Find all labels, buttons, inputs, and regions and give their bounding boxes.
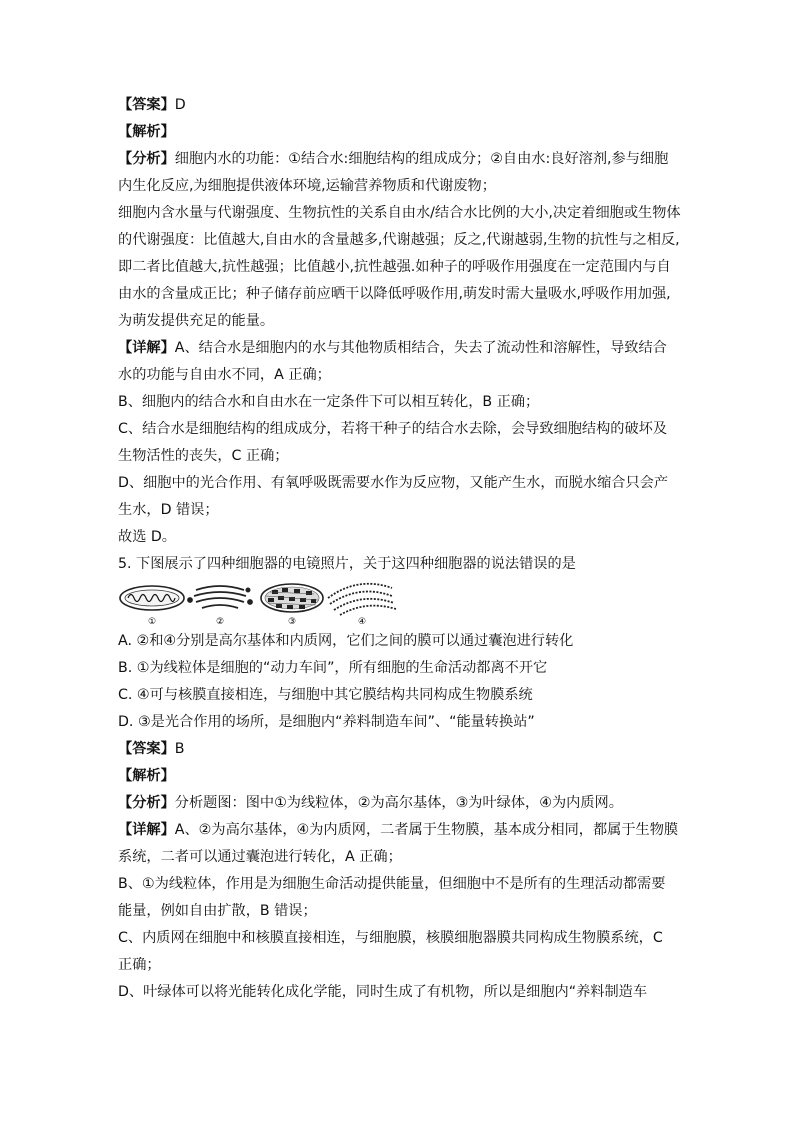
q5-analysis-heading bbox=[118, 763, 686, 790]
organelle-figure bbox=[118, 580, 686, 628]
text-line: 生物活性的丧失，C 正确； bbox=[118, 448, 289, 464]
analysis-tag: 【解析】 bbox=[118, 768, 175, 784]
text-line: 故选 D。 bbox=[118, 529, 176, 545]
document-page bbox=[118, 92, 686, 1006]
q4-answer-line bbox=[118, 92, 686, 119]
q4-detail-line bbox=[118, 335, 686, 362]
detail-tag: 【详解】 bbox=[118, 822, 175, 838]
q5-fenxi-line bbox=[118, 790, 686, 817]
detail-tag: 【详解】 bbox=[118, 340, 175, 356]
text-line: C、结合水是细胞结构的组成成分，若将干种子的结合水去除，会导致细胞结构的破坏及 bbox=[118, 421, 668, 437]
mitochondrion-drawing bbox=[120, 586, 184, 610]
text-line: C、内质网在细胞中和核膜直接相连，与细胞膜，核膜细胞器膜共同构成生物膜系统，C bbox=[118, 930, 663, 946]
q4-analysis-heading bbox=[118, 119, 686, 146]
text-line: 水的功能与自由水不同，A 正确； bbox=[118, 367, 331, 383]
figure-label: ③ bbox=[288, 617, 297, 627]
answer-tag: 【答案】 bbox=[118, 741, 175, 757]
chloroplast-drawing bbox=[261, 584, 323, 612]
text-line: 即二者比值越大,抗性越强；比值越小,抗性越强.如种子的呼吸作用强度在一定范围内与自 bbox=[118, 259, 671, 275]
answer-tag: 【答案】 bbox=[118, 97, 175, 113]
text-line: 能量，例如自由扩散，B 错误； bbox=[118, 903, 317, 919]
fenxi-tag: 【分析】 bbox=[118, 795, 175, 811]
option-c: C. ④可与核膜直接相连，与细胞中其它膜结构共同构成生物膜系统 bbox=[118, 687, 533, 703]
text-line: 为萌发提供充足的能量。 bbox=[118, 313, 275, 329]
text-line: D、细胞中的光合作用、有氧呼吸既需要水作为反应物，又能产生水，而脱水缩合只会产 bbox=[118, 475, 669, 491]
text-line: 细胞内水的功能：①结合水:细胞结构的组成成分；②自由水:良好溶剂,参与细胞 bbox=[174, 151, 669, 167]
text-line: 系统，二者可以通过囊泡进行转化，A 正确； bbox=[118, 849, 402, 865]
text-line: 细胞内含水量与代谢强度、生物抗性的关系自由水/结合水比例的大小,决定着细胞或生物体 bbox=[118, 205, 681, 221]
text-line: 的代谢强度：比值越大,自由水的含量越多,代谢越强；反之,代谢越弱,生物的抗性与之相反, bbox=[118, 232, 680, 248]
answer-value: B bbox=[174, 741, 185, 757]
q5-stem: 5. 下图展示了四种细胞器的电镜照片，关于这四种细胞器的说法错误的是 bbox=[118, 556, 576, 572]
text-line: 生水，D 错误； bbox=[118, 502, 219, 518]
golgi-drawing bbox=[188, 586, 252, 608]
figure-label: ① bbox=[148, 617, 157, 627]
text-line: B、①为线粒体，作用是为细胞生命活动提供能量，但细胞中不是所有的生理活动都需要 bbox=[118, 876, 666, 892]
answer-value: D bbox=[174, 97, 186, 113]
q4-fenxi-line bbox=[118, 146, 686, 173]
er-drawing bbox=[328, 584, 396, 615]
q5-answer-line bbox=[118, 736, 686, 763]
text-line: A、②为高尔基体，④为内质网，二者属于生物膜，基本成分相同，都属于生物膜 bbox=[174, 822, 679, 838]
q5-detail-line bbox=[118, 817, 686, 844]
text-line: 正确； bbox=[118, 957, 161, 973]
text-line: 由水的含量成正比；种子储存前应晒干以降低呼吸作用,萌发时需大量吸水,呼吸作用加强, bbox=[118, 286, 671, 302]
analysis-tag: 【解析】 bbox=[118, 124, 175, 140]
text-line: D、叶绿体可以将光能转化成化学能，同时生成了有机物，所以是细胞内“养料制造车 bbox=[118, 984, 648, 1000]
text-line: 内生化反应,为细胞提供液体环境,运输营养物质和代谢废物； bbox=[118, 178, 496, 194]
figure-label: ④ bbox=[358, 617, 367, 627]
text-line: 分析题图：图中①为线粒体，②为高尔基体，③为叶绿体，④为内质网。 bbox=[174, 795, 623, 811]
figure-label: ② bbox=[216, 617, 225, 627]
option-a: A. ②和④分别是高尔基体和内质网，它们之间的膜可以通过囊泡进行转化 bbox=[118, 633, 574, 649]
option-b: B. ①为线粒体是细胞的“动力车间”，所有细胞的生命活动都离不开它 bbox=[118, 660, 548, 676]
text-line: B、细胞内的结合水和自由水在一定条件下可以相互转化，B 正确； bbox=[118, 394, 540, 410]
fenxi-tag: 【分析】 bbox=[118, 151, 175, 167]
option-d: D. ③是光合作用的场所，是细胞内“养料制造车间”、“能量转换站” bbox=[118, 714, 535, 730]
organelle-figure-svg bbox=[118, 580, 408, 628]
text-line: A、结合水是细胞内的水与其他物质相结合，失去了流动性和溶解性，导致结合 bbox=[174, 340, 667, 356]
